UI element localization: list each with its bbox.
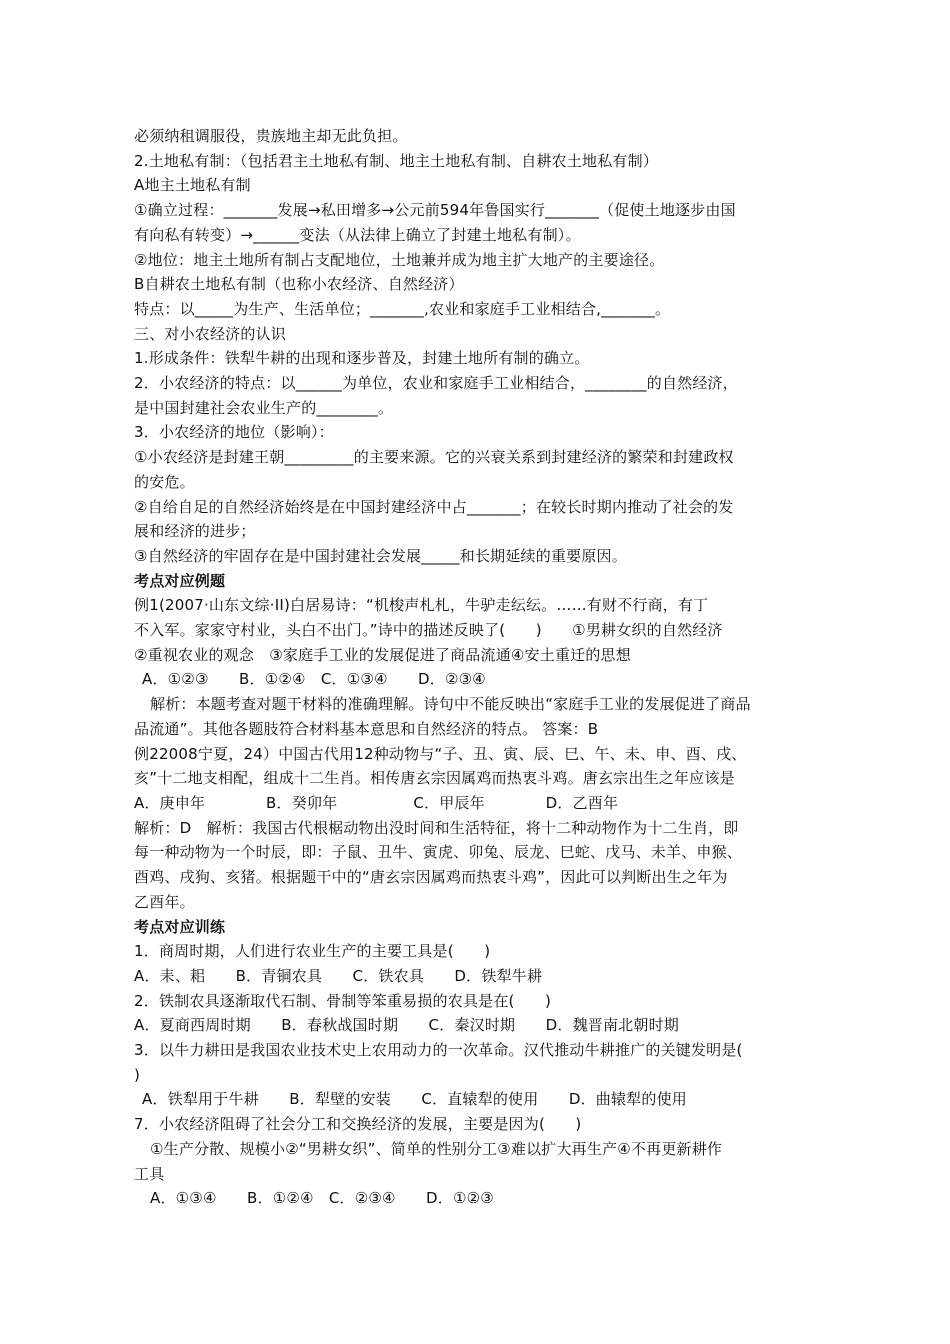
text-line: 酉鸡、戌狗、亥猪。根据题干中的“唐玄宗因属鸡而热衷斗鸡”，因此可以判断出生之年为 — [134, 868, 728, 887]
answer-options: A．耒、耜 B．青铜农具 C．铁农具 D．铁犁牛耕 — [134, 966, 543, 985]
answer-options: A．①②③ B．①②④ C．①③④ D．②③④ — [142, 670, 486, 689]
text-line: 特点：以_____为生产、生活单位；_______,农业和家庭手工业相结合,_______。 — [134, 299, 671, 318]
text-line: ②地位：地主土地所有制占支配地位，土地兼并成为地主扩大地产的主要途径。 — [134, 250, 665, 269]
text-line: ①小农经济是封建王朝_________的主要来源。它的兴衰关系到封建经济的繁荣和封建政权 — [134, 448, 734, 467]
text-line: ②自给自足的自然经济始终是在中国封建经济中占_______；在较长时期内推动了社会的发 — [134, 497, 734, 516]
answer-options: A．庚申年 B．癸卯年 C．甲辰年 D．乙酉年 — [134, 793, 619, 812]
text-line: 乙酉年。 — [134, 892, 195, 911]
text-line: 品流通”。其他各题肢符合材料基本意思和自然经济的特点。 答案：B — [134, 719, 599, 738]
text-line: 亥”十二地支相配，组成十二生肖。相传唐玄宗因属鸡而热衷斗鸡。唐玄宗出生之年应该是 — [134, 769, 735, 788]
question: 2．铁制农具逐渐取代石制、骨制等笨重易损的农具是在( ) — [134, 991, 552, 1010]
question: 7．小农经济阻碍了社会分工和交换经济的发展，主要是因为( ) — [134, 1115, 582, 1134]
text-line: ③自然经济的牢固存在是中国封建社会发展_____和长期延续的重要原因。 — [134, 546, 627, 565]
text-line: 展和经济的进步； — [134, 522, 256, 541]
section-heading-training: 考点对应训练 — [134, 917, 226, 936]
answer-options: A．①③④ B．①②④ C．②③④ D．①②③ — [150, 1189, 494, 1208]
text-line: 必须纳租调服役，贵族地主却无此负担。 — [134, 127, 408, 145]
text-line: ②重视农业的观念 ③家庭手工业的发展促进了商品流通④安土重迁的思想 — [134, 645, 631, 664]
text-line: 例1(2007·山东文综·II)白居易诗：“机梭声札札，牛驴走纭纭。……有财不行商，有丁 — [134, 596, 709, 615]
section-heading: 三、对小农经济的认识 — [134, 324, 287, 343]
text-line: 是中国封建社会农业生产的________。 — [134, 398, 394, 417]
text-line: 有向私有转变）→______变法（从法律上确立了封建土地私有制）。 — [134, 225, 581, 244]
text-line: 不入军。家家守村业，头白不出门。”诗中的描述反映了( ) ①男耕女织的自然经济 — [134, 621, 723, 640]
text-line: ) — [134, 1065, 141, 1084]
text-line: 每一种动物为一个时辰，即：子鼠、丑牛、寅虎、卯兔、辰龙、巳蛇、戊马、未羊、申猴、 — [134, 843, 743, 862]
text-line: 2.土地私有制：（包括君主土地私有制、地主土地私有制、自耕农土地私有制） — [134, 151, 659, 170]
answer-options: A．夏商西周时期 B．春秋战国时期 C．秦汉时期 D．魏晋南北朝时期 — [134, 1016, 679, 1035]
text-line: 1.形成条件：铁犁牛耕的出现和逐步普及，封建土地所有制的确立。 — [134, 349, 590, 368]
text-line: A地主土地私有制 — [134, 176, 251, 195]
text-line: 例22008宁夏，24）中国古代用12种动物与“子、丑、寅、辰、巳、午、未、申、酉、戌、 — [134, 744, 747, 763]
text-line: B自耕农土地私有制（也称小农经济、自然经济） — [134, 275, 464, 294]
text-line: 2．小农经济的特点：以______为单位，农业和家庭手工业相结合，________的自然经济， — [134, 374, 738, 393]
text-line: ①生产分散、规模小②“男耕女织”、简单的性别分工③难以扩大再生产④不再更新耕作 — [150, 1139, 723, 1158]
text-line: 解析：D 解析：我国古代根椐动物出没时间和生活特征，将十二种动物作为十二生肖，即 — [134, 818, 739, 837]
answer-options: A．铁犁用于牛耕 B．犁壁的安装 C．直辕犁的使用 D．曲辕犁的使用 — [142, 1090, 687, 1109]
text-line: 3．小农经济的地位（影响）： — [134, 423, 334, 442]
document-body — [134, 124, 824, 1211]
text-line: 解析：本题考查对题干材料的准确理解。诗句中不能反映出“家庭手工业的发展促进了商品 — [150, 695, 751, 714]
question: 3．以牛力耕田是我国农业技术史上农用动力的一次革命。汉代推动牛耕推广的关键发明是( — [134, 1041, 743, 1060]
question: 1．商周时期，人们进行农业生产的主要工具是( ) — [134, 942, 491, 961]
section-heading-examples: 考点对应例题 — [134, 571, 226, 590]
text-line: 的安危。 — [134, 472, 195, 491]
text-line: ①确立过程：_______发展→私田增多→公元前594年鲁国实行_______（促使土地逐步由国 — [134, 201, 736, 220]
text-line: 工具 — [134, 1164, 165, 1183]
